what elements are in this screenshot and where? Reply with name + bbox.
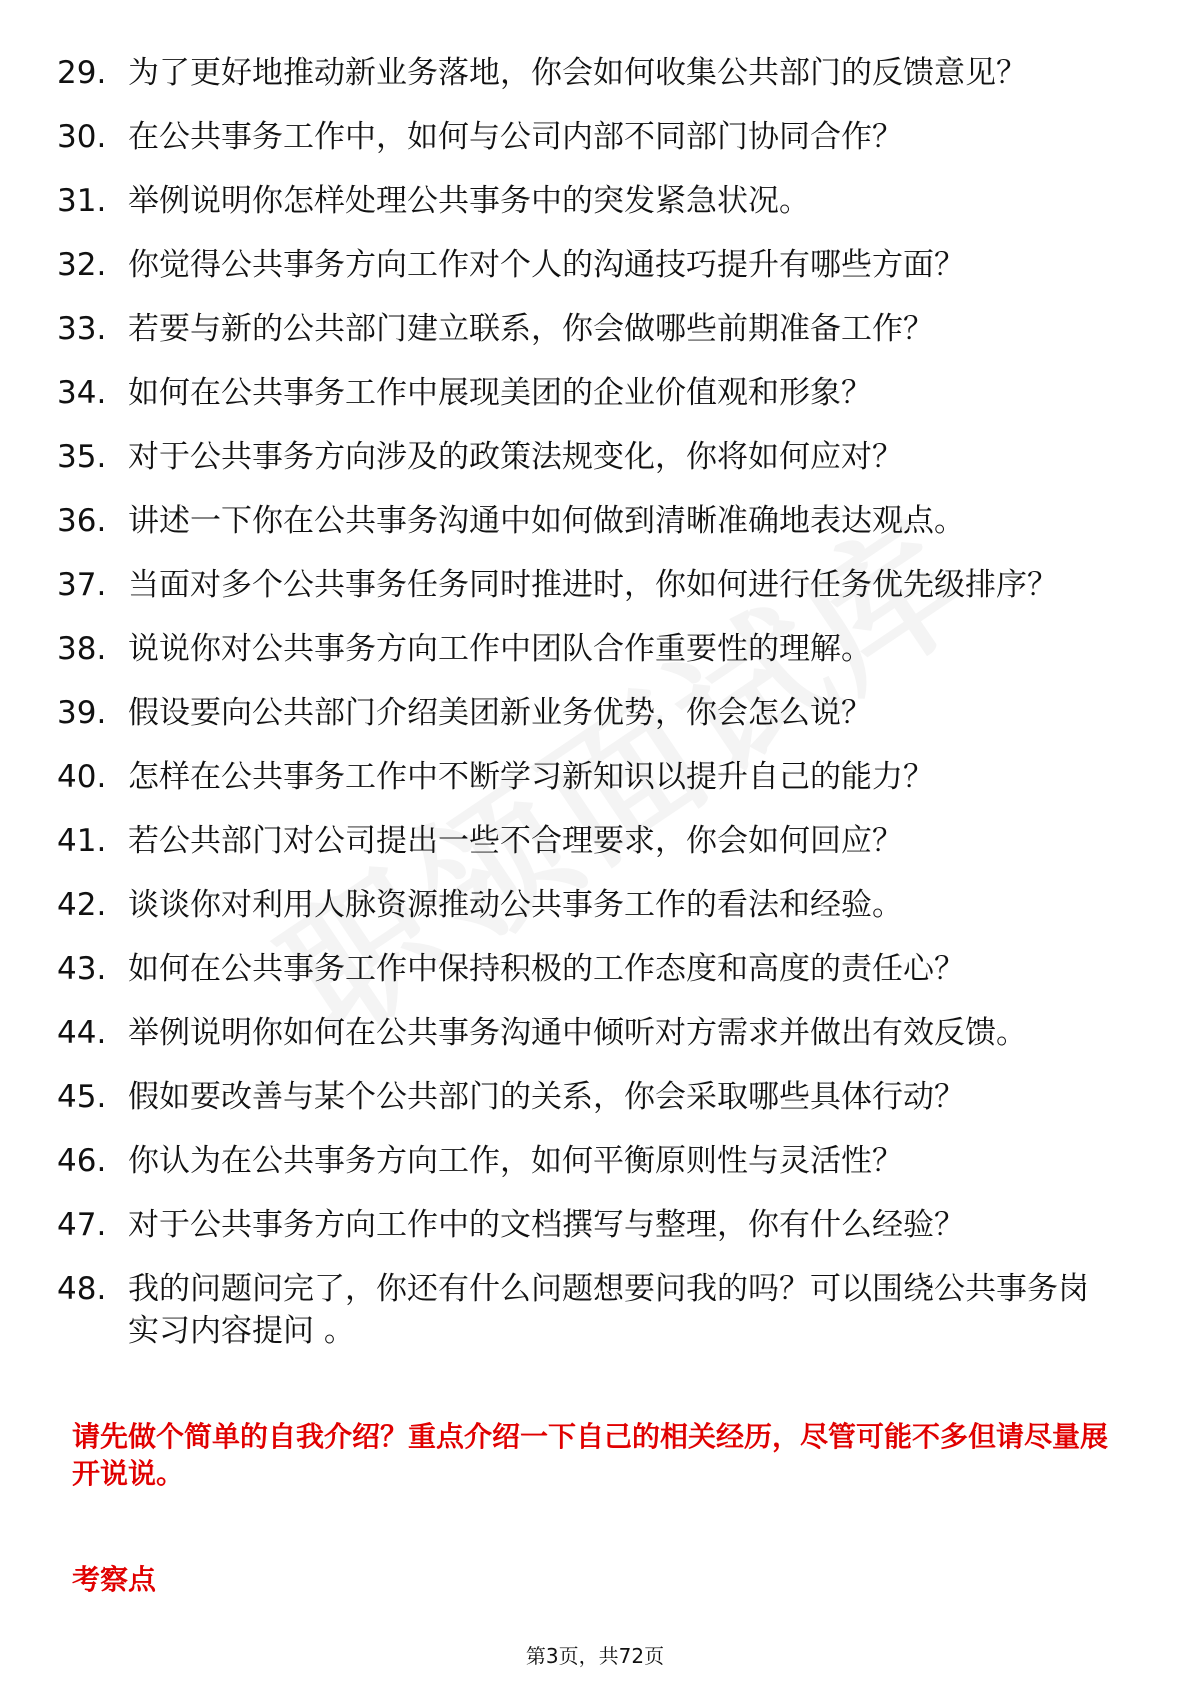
question-item: [0, 1076, 1190, 1118]
question-number: 36.: [57, 503, 107, 539]
question-number: 38.: [57, 631, 107, 667]
question-item: [0, 884, 1190, 926]
page-footer: 第3页，共72页: [525, 1644, 665, 1668]
question-number: 40.: [57, 759, 107, 795]
question-text: 若公共部门对公司提出一些不合理要求，你会如何回应？: [128, 823, 903, 859]
question-number: 45.: [57, 1079, 107, 1115]
question-text: 如何在公共事务工作中保持积极的工作态度和高度的责任心？: [128, 951, 965, 987]
question-item: [0, 500, 1190, 542]
question-item: [0, 436, 1190, 478]
question-number: 43.: [57, 951, 107, 987]
question-item: [0, 1204, 1190, 1246]
question-number: 39.: [57, 695, 107, 731]
question-text: 怎样在公共事务工作中不断学习新知识以提升自己的能力？: [128, 759, 934, 795]
question-item: [0, 756, 1190, 798]
question-text: 假如要改善与某个公共部门的关系，你会采取哪些具体行动？: [128, 1079, 965, 1115]
question-list: [0, 52, 1190, 1374]
question-number: 47.: [57, 1207, 107, 1243]
section-label: 考察点: [72, 1563, 157, 1596]
question-number: 44.: [57, 1015, 107, 1051]
question-text: 假设要向公共部门介绍美团新业务优势，你会怎么说？: [128, 695, 872, 731]
question-number: 35.: [57, 439, 107, 475]
question-item: [0, 372, 1190, 414]
question-item: [0, 52, 1190, 94]
question-text: 对于公共事务方向涉及的政策法规变化，你将如何应对？: [128, 439, 903, 475]
question-text: 谈谈你对利用人脉资源推动公共事务工作的看法和经验。: [128, 887, 903, 923]
question-number: 41.: [57, 823, 107, 859]
question-item: [0, 180, 1190, 222]
question-text: 当面对多个公共事务任务同时推进时，你如何进行任务优先级排序？: [128, 567, 1058, 603]
question-text: 若要与新的公共部门建立联系，你会做哪些前期准备工作？: [128, 311, 934, 347]
question-text: 举例说明你如何在公共事务沟通中倾听对方需求并做出有效反馈。: [128, 1015, 1027, 1051]
question-number: 32.: [57, 247, 107, 283]
question-text: 我的问题问完了，你还有什么问题想要问我的吗？可以围绕公共事务岗实习内容提问 。: [128, 1271, 1089, 1349]
question-text: 讲述一下你在公共事务沟通中如何做到清晰准确地表达观点。: [128, 503, 965, 539]
question-item: [0, 1268, 1190, 1352]
question-number: 29.: [57, 55, 107, 91]
question-number: 30.: [57, 119, 107, 155]
question-number: 37.: [57, 567, 107, 603]
question-number: 33.: [57, 311, 107, 347]
question-text: 你认为在公共事务方向工作，如何平衡原则性与灵活性？: [128, 1143, 903, 1179]
intro-question: 请先做个简单的自我介绍？重点介绍一下自己的相关经历，尽管可能不多但请尽量展开说说。: [72, 1420, 1109, 1490]
question-text: 对于公共事务方向工作中的文档撰写与整理，你有什么经验？: [128, 1207, 965, 1243]
question-item: [0, 692, 1190, 734]
question-item: [0, 628, 1190, 670]
question-number: 34.: [57, 375, 107, 411]
question-item: [0, 564, 1190, 606]
question-item: [0, 244, 1190, 286]
question-text: 在公共事务工作中，如何与公司内部不同部门协同合作？: [128, 119, 903, 155]
question-text: 如何在公共事务工作中展现美团的企业价值观和形象？: [128, 375, 872, 411]
question-item: [0, 820, 1190, 862]
question-item: [0, 116, 1190, 158]
question-number: 42.: [57, 887, 107, 923]
question-text: 你觉得公共事务方向工作对个人的沟通技巧提升有哪些方面？: [128, 247, 965, 283]
question-number: 48.: [57, 1271, 107, 1307]
question-item: [0, 308, 1190, 350]
question-text: 为了更好地推动新业务落地，你会如何收集公共部门的反馈意见？: [128, 55, 1027, 91]
question-item: [0, 948, 1190, 990]
question-item: [0, 1012, 1190, 1054]
question-number: 46.: [57, 1143, 107, 1179]
question-text: 举例说明你怎样处理公共事务中的突发紧急状况。: [128, 183, 810, 219]
question-text: 说说你对公共事务方向工作中团队合作重要性的理解。: [128, 631, 872, 667]
question-item: [0, 1140, 1190, 1182]
question-number: 31.: [57, 183, 107, 219]
